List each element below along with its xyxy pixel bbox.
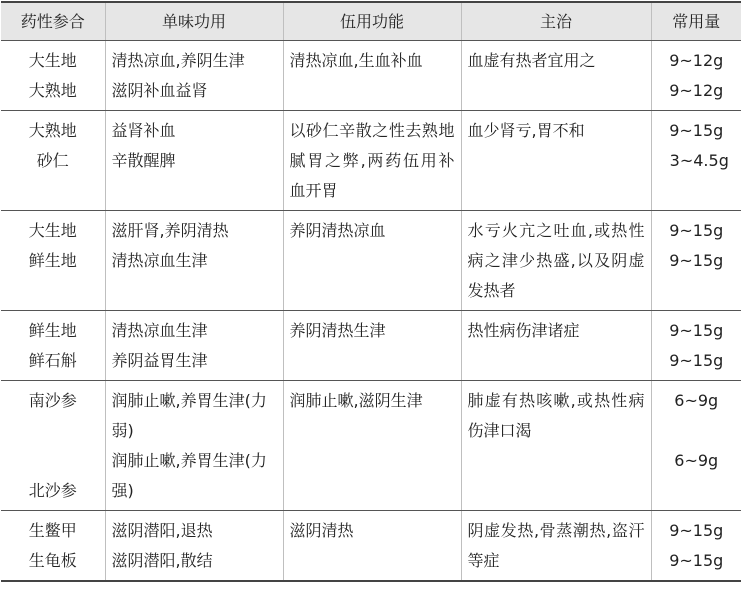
single-function-cell <box>105 41 283 111</box>
herb-spacer <box>3 416 103 476</box>
single-function-cell <box>105 381 283 511</box>
single-function-text: 润肺止嗽,养胃生津(力弱) <box>111 391 267 440</box>
herb-cell <box>1 111 105 211</box>
herb-cell <box>1 211 105 311</box>
single-function-text: 清热凉血生津 <box>111 251 208 270</box>
combined-function-cell: 清热凉血,生血补血 <box>283 41 461 111</box>
single-function-text: 润肺止嗽,养胃生津(力强) <box>111 451 267 500</box>
indication-cell: 阴虚发热,骨蒸潮热,盗汗等症 <box>461 511 651 582</box>
single-function-text: 辛散醒脾 <box>111 151 176 170</box>
single-function-text: 滋阴潜阳,退热 <box>111 521 213 540</box>
combined-function-cell: 滋阴清热 <box>283 511 461 582</box>
header-combined-function: 伍用功能 <box>283 2 461 41</box>
herb-name: 鲜石斛 <box>28 351 77 370</box>
herb-name: 大生地 <box>28 51 77 70</box>
single-function-text: 滋阴补血益肾 <box>111 81 208 100</box>
herb-name: 北沙参 <box>28 481 77 500</box>
table-row <box>1 381 741 511</box>
header-single-function: 单味功用 <box>105 2 283 41</box>
table-row <box>1 511 741 582</box>
dosage-value: 9~15g <box>669 221 724 240</box>
herb-name: 大熟地 <box>28 121 77 140</box>
dosage-value: 6~9g <box>674 391 719 410</box>
herb-cell <box>1 41 105 111</box>
herb-name: 南沙参 <box>28 391 77 410</box>
table-row <box>1 211 741 311</box>
combined-function-cell: 润肺止嗽,滋阴生津 <box>283 381 461 511</box>
dosage-value: 3~4.5g <box>669 151 729 170</box>
dosage-cell <box>651 311 741 381</box>
dosage-value: 9~12g <box>669 81 724 100</box>
indication-cell: 血虚有热者宜用之 <box>461 41 651 111</box>
herb-name: 鲜生地 <box>28 251 77 270</box>
herb-name: 砂仁 <box>36 151 69 170</box>
herb-cell <box>1 311 105 381</box>
indication-cell: 水亏火亢之吐血,或热性病之津少热盛,以及阴虚发热者 <box>461 211 651 311</box>
single-function-text: 滋肝肾,养阴清热 <box>111 221 229 240</box>
herb-name: 鲜生地 <box>28 321 77 340</box>
header-indication: 主治 <box>461 2 651 41</box>
single-function-text: 滋阴潜阳,散结 <box>111 551 213 570</box>
dosage-cell <box>651 41 741 111</box>
herb-name: 大生地 <box>28 221 77 240</box>
herb-name: 生龟板 <box>28 551 77 570</box>
single-function-cell <box>105 211 283 311</box>
dosage-value: 9~15g <box>669 521 724 540</box>
dosage-value: 6~9g <box>674 451 719 470</box>
dosage-spacer <box>658 416 736 446</box>
single-function-cell <box>105 311 283 381</box>
indication-cell: 热性病伤津诸症 <box>461 311 651 381</box>
dosage-value: 9~15g <box>669 351 724 370</box>
header-herb-pairing: 药性参合 <box>1 2 105 41</box>
dosage-cell <box>651 211 741 311</box>
dosage-value: 9~15g <box>669 251 724 270</box>
single-function-cell <box>105 511 283 582</box>
combined-function-cell: 养阴清热凉血 <box>283 211 461 311</box>
herb-pairing-table <box>1 1 741 582</box>
herb-cell <box>1 381 105 511</box>
combined-function-cell: 以砂仁辛散之性去熟地腻胃之弊,两药伍用补血开胃 <box>283 111 461 211</box>
indication-cell: 血少肾亏,胃不和 <box>461 111 651 211</box>
dosage-cell <box>651 381 741 511</box>
dosage-value: 9~12g <box>669 51 724 70</box>
single-function-text: 清热凉血生津 <box>111 321 208 340</box>
table-header-row <box>1 2 741 41</box>
table-row <box>1 111 741 211</box>
header-dosage: 常用量 <box>651 2 741 41</box>
herb-name: 生鳖甲 <box>28 521 77 540</box>
dosage-cell <box>651 511 741 582</box>
single-function-text: 益肾补血 <box>111 121 176 140</box>
single-function-text: 养阴益胃生津 <box>111 351 208 370</box>
indication-cell: 肺虚有热咳嗽,或热性病伤津口渴 <box>461 381 651 511</box>
table-row <box>1 311 741 381</box>
herb-name: 大熟地 <box>28 81 77 100</box>
herb-cell <box>1 511 105 582</box>
dosage-value: 9~15g <box>669 551 724 570</box>
dosage-value: 9~15g <box>669 321 724 340</box>
dosage-cell <box>651 111 741 211</box>
table-row <box>1 41 741 111</box>
dosage-value: 9~15g <box>669 121 724 140</box>
combined-function-cell: 养阴清热生津 <box>283 311 461 381</box>
single-function-cell <box>105 111 283 211</box>
single-function-text: 清热凉血,养阴生津 <box>111 51 245 70</box>
